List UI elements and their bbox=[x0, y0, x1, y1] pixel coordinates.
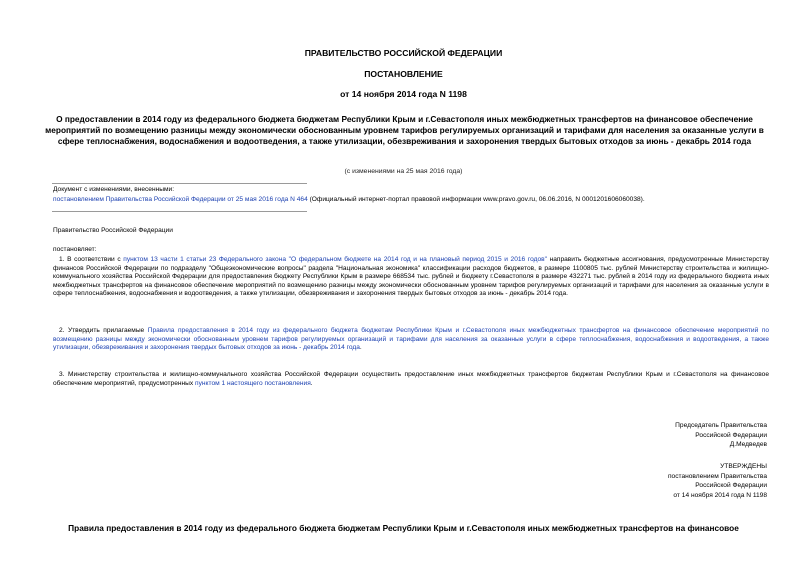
amendment-source: (Официальный интернет-портал правовой информации www.pravo.gov.ru, 06.06.2016, N 0001201606060038). bbox=[307, 196, 645, 204]
amendments-line bbox=[53, 196, 769, 204]
paragraph-1: 1. В соответствии с пунктом 13 части 1 статьи 23 Федерального закона "О федеральном бюджете на 2014 год и на плановый период 2015 и 2016 годов" направить бюджетные ассигнования, предусмотренные Министерству финансов Российской Федерации по подразделу "Общеэкономические вопросы" раздела "Национальная экономика" классификации расходов бюджетов, в размере 1100805 тыс. рублей Министерству строительства и жилищно-коммунального хозяйства Российской Федерации для предоставления бюджету Республики Крым в размере 668534 тыс. рублей и бюджету г.Севастополя в размере 432271 тыс. рублей в 2014 году из федерального бюджета иных межбюджетных трансфертов на финансовое обеспечение мероприятий по возмещению разницы между экономически обоснованным уровнем тарифов регулируемых организаций и тарифами для населения за оказанные услуги в сфере теплоснабжения, водоснабжения и водоотведения, а также утилизации, обезвреживания и захоронения твердых бытовых отходов за июнь - декабрь 2014 года. bbox=[53, 256, 769, 298]
amendments-intro: Документ с изменениями, внесенными: bbox=[53, 186, 175, 193]
issuer-text: Правительство Российской Федерации bbox=[53, 227, 173, 234]
signature-name: Д.Медведев bbox=[729, 441, 767, 449]
rules-title: Правила предоставления в 2014 году из федерального бюджета бюджетам Республики Крым и г.Севастополя иных межбюджетных трансфертов на финансовое bbox=[68, 523, 739, 533]
paragraph-3: 3. Министерству строительства и жилищно-коммунального хозяйства Российской Федерации осуществить предоставление иных межбюджетных трансфертов бюджетам Республики Крым и г.Севастополя на финансовое обеспечение мероприятий, предусмотренных пунктом 1 настоящего постановления. bbox=[53, 371, 769, 387]
amendments-bottom-rule bbox=[52, 211, 307, 212]
amendments-block bbox=[53, 186, 769, 205]
signature-position: Председатель Правительства bbox=[675, 422, 767, 429]
approval-org: Российской Федерации bbox=[695, 482, 767, 490]
approval-by: постановлением Правительства bbox=[667, 472, 767, 480]
amendments-top-rule bbox=[52, 183, 307, 184]
law-reference-link[interactable]: пунктом 13 части 1 статьи 23 Федерального закона "О федеральном бюджете на 2014 год и на плановый период 2015 и 2016 годов" bbox=[123, 256, 547, 263]
rules-link[interactable]: Правила предоставления в 2014 году из федерального бюджета бюджетам Республики Крым и г.Севастополя иных межбюджетных трансфертов на финансовое обеспечение мероприятий по возмещению разницы между экономически обоснованным уровнем тарифов регулируемых организаций и тарифами для населения за оказанные услуги в сфере теплоснабжения, водоснабжения и водоотведения, а также утилизации, обезвреживания и захоронения твердых бытовых отходов за июнь - декабрь 2014 года bbox=[53, 327, 769, 352]
decides-text: постановляет: bbox=[53, 246, 97, 253]
amendment-date-note: (с изменениями на 25 мая 2016 года) bbox=[344, 168, 463, 175]
date-number-heading: от 14 ноября 2014 года N 1198 bbox=[340, 89, 467, 99]
point-1-link[interactable]: пунктом 1 настоящего постановления bbox=[195, 379, 311, 387]
amendment-link[interactable]: постановлением Правительства Российской Федерации от 25 мая 2016 года N 464 bbox=[53, 196, 308, 204]
approval-block bbox=[668, 462, 767, 500]
document-title: О предоставлении в 2014 году из федерального бюджета бюджетам Республики Крым и г.Севастополя иных межбюджетных трансфертов на финансовое обеспечение мероприятий по возмещению разницы между экономически обоснованным уровнем тарифов регулируемых организаций и тарифами для населения за оказанные услуги в сфере теплоснабжения, водоснабжения и водоотведения, а также утилизации, обезвреживания и захоронения твердых бытовых отходов за июнь - декабрь 2014 года bbox=[45, 114, 764, 147]
government-heading: ПРАВИТЕЛЬСТВО РОССИЙСКОЙ ФЕДЕРАЦИИ bbox=[304, 48, 503, 58]
paragraph-2: 2. Утвердить прилагаемые Правила предоставления в 2014 году из федерального бюджета бюджетам Республики Крым и г.Севастополя иных межбюджетных трансфертов на финансовое обеспечение мероприятий по возмещению разницы между экономически обоснованным уровнем тарифов регулируемых организаций и тарифами для населения за оказанные услуги в сфере теплоснабжения, водоснабжения и водоотведения, а также утилизации, обезвреживания и захоронения твердых бытовых отходов за июнь - декабрь 2014 года. bbox=[53, 327, 769, 352]
approval-date: от 14 ноября 2014 года N 1198 bbox=[673, 491, 767, 499]
doc-type-heading: ПОСТАНОВЛЕНИЕ bbox=[364, 69, 443, 79]
approval-heading: УТВЕРЖДЕНЫ bbox=[720, 463, 767, 470]
signature-block bbox=[675, 421, 767, 450]
signature-org: Российской Федерации bbox=[695, 431, 767, 439]
